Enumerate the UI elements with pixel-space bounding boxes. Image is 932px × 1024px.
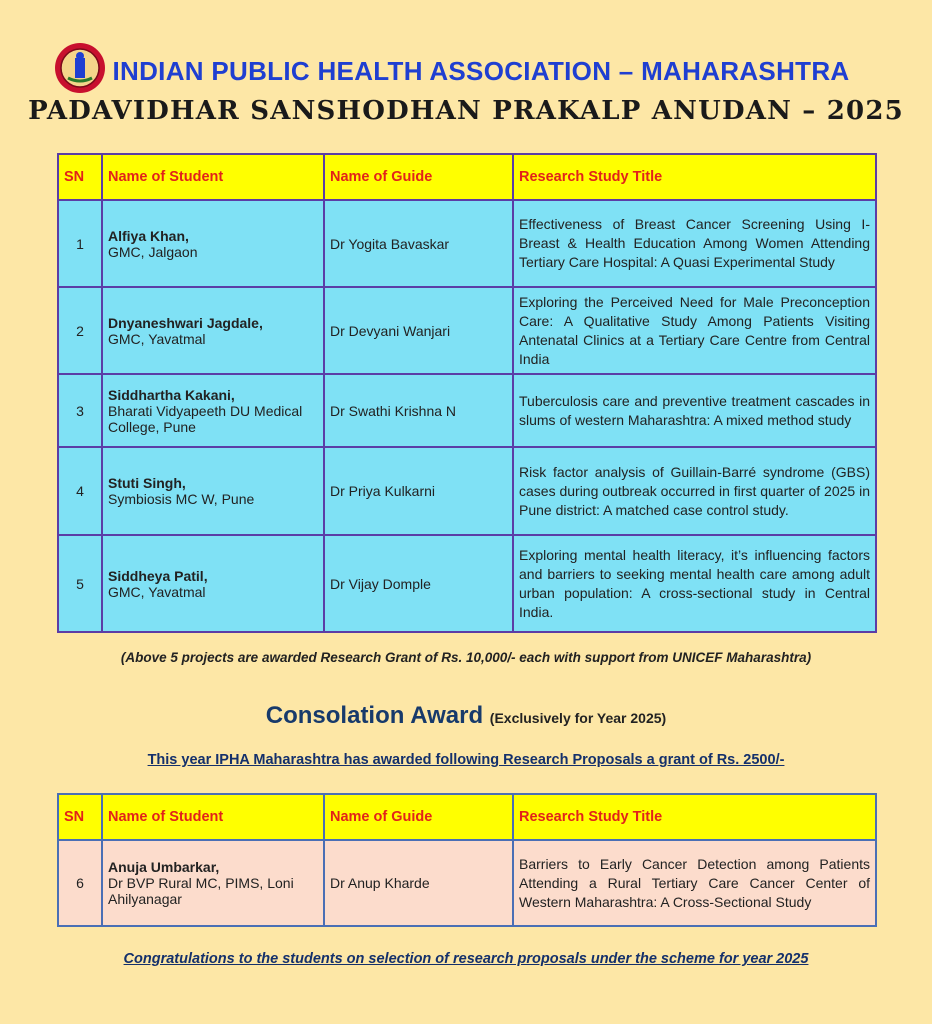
column-header-title: Research Study Title [513, 154, 876, 200]
guide-name: Dr Devyani Wanjari [324, 287, 513, 374]
student-institute: GMC, Yavatmal [108, 583, 206, 600]
scheme-title: PADAVIDHAR SANSHODHAN PRAKALP ANUDAN – 2025 [28, 96, 904, 126]
student-name: Siddheya Patil, [108, 567, 208, 584]
consolation-qualifier: (Exclusively for Year 2025) [489, 710, 667, 726]
table-header-row [58, 794, 876, 840]
student-name: Siddhartha Kakani, [108, 386, 235, 403]
column-header-student: Name of Student [102, 154, 324, 200]
table-row [58, 374, 876, 447]
row-sn: 4 [58, 447, 102, 535]
student-cell [102, 287, 324, 374]
column-header-title: Research Study Title [513, 794, 876, 840]
column-header-sn: SN [58, 794, 102, 840]
consolation-title: Consolation Award [265, 702, 484, 729]
column-header-student: Name of Student [102, 794, 324, 840]
row-sn: 5 [58, 535, 102, 632]
study-title: Effectiveness of Breast Cancer Screening Using I-Breast & Health Education Among Women Attending Tertiary Care Hospital: A Quasi Experimental Study [513, 200, 876, 287]
student-institute: GMC, Yavatmal [108, 330, 206, 347]
guide-name: Dr Anup Kharde [324, 840, 513, 926]
row-sn: 3 [58, 374, 102, 447]
student-cell [102, 447, 324, 535]
student-cell [102, 535, 324, 632]
study-title: Exploring the Perceived Need for Male Preconception Care: A Qualitative Study Among Patients Visiting Antenatal Clinics at a Tertiary Care Centre from Central India [513, 287, 876, 374]
study-title: Tuberculosis care and preventive treatment cascades in slums of western Maharashtra: A mixed method study [513, 374, 876, 447]
student-name: Anuja Umbarkar, [108, 859, 220, 875]
student-cell [102, 200, 324, 287]
student-institute: GMC, Jalgaon [108, 243, 198, 260]
table-row [58, 447, 876, 535]
student-institute: Dr BVP Rural MC, PIMS, Loni Ahilyanagar [108, 875, 294, 907]
guide-name: Dr Vijay Domple [324, 535, 513, 632]
column-header-guide: Name of Guide [324, 794, 513, 840]
row-sn: 1 [58, 200, 102, 287]
grant-note: (Above 5 projects are awarded Research Grant of Rs. 10,000/- each with support from UNICEF Maharashtra) [120, 650, 812, 665]
table-row [58, 200, 876, 287]
consolation-heading [0, 702, 932, 730]
guide-name: Dr Yogita Bavaskar [324, 200, 513, 287]
study-title: Barriers to Early Cancer Detection among Patients Attending a Rural Tertiary Care Cancer Center of Western Maharashtra: A Cross-Sectional Study [513, 840, 876, 926]
consolation-table [57, 793, 877, 927]
table-row [58, 840, 876, 926]
row-sn: 6 [58, 840, 102, 926]
student-name: Dnyaneshwari Jagdale, [108, 314, 263, 331]
table-row [58, 535, 876, 632]
consolation-subheading: This year IPHA Maharashtra has awarded following Research Proposals a grant of Rs. 2500/- [147, 752, 785, 768]
student-cell [102, 840, 324, 926]
student-institute: Bharati Vidyapeeth DU Medical College, Pune [108, 402, 303, 435]
student-cell [102, 374, 324, 447]
row-sn: 2 [58, 287, 102, 374]
org-title: INDIAN PUBLIC HEALTH ASSOCIATION – MAHARASHTRA [112, 56, 850, 86]
column-header-guide: Name of Guide [324, 154, 513, 200]
congratulations-message: Congratulations to the students on selection of research proposals under the scheme for year 2025 [123, 951, 809, 967]
student-institute: Symbiosis MC W, Pune [108, 491, 255, 507]
table-header-row [58, 154, 876, 200]
guide-name: Dr Swathi Krishna N [324, 374, 513, 447]
column-header-sn: SN [58, 154, 102, 200]
student-name: Stuti Singh, [108, 475, 186, 491]
study-title: Exploring mental health literacy, it’s influencing factors and barriers to seeking mental health care among adult urban population: A cross-sectional study in Central India. [513, 535, 876, 632]
table-row [58, 287, 876, 374]
student-name: Alfiya Khan, [108, 227, 189, 244]
guide-name: Dr Priya Kulkarni [324, 447, 513, 535]
study-title: Risk factor analysis of Guillain-Barré syndrome (GBS) cases during outbreak occurred in first quarter of 2025 in Pune district: A matched case control study. [513, 447, 876, 535]
research-grant-table [57, 153, 877, 633]
